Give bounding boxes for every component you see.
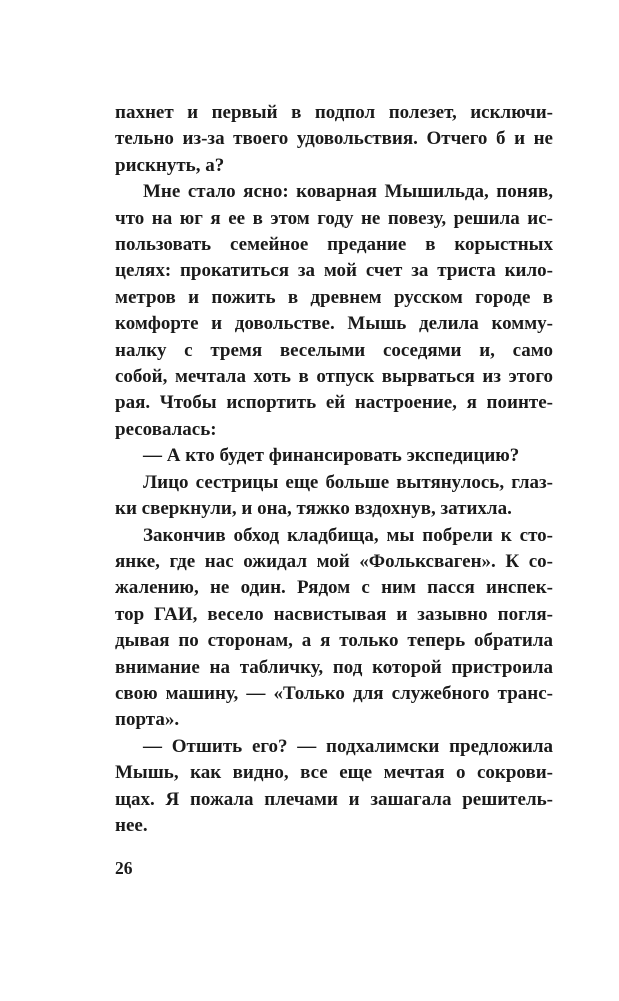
text-line: янке, где нас ожидал мой «Фольксваген». К со- — [115, 550, 553, 572]
text-line: тор ГАИ, весело насвистывая и зазывно погля- — [115, 603, 553, 625]
text-line: свою машину, — «Только для служебного транс- — [115, 682, 553, 704]
text-line: собой, мечтала хоть в отпуск вырваться из этого — [115, 366, 553, 388]
text-line: внимание на табличку, под которой пристроила — [115, 656, 553, 678]
paragraph — [115, 734, 553, 840]
text-line: порта». — [115, 709, 180, 731]
text-line: ки сверкнули, и она, тяжко вздохнув, затихла. — [115, 498, 512, 520]
page-number: 26 — [115, 858, 133, 878]
text-line: ресовалась: — [115, 418, 217, 440]
text-line: Закончив обход кладбища, мы побрели к сто- — [143, 524, 553, 546]
text-line: Мышь, как видно, все еще мечтая о сокрови- — [115, 762, 553, 784]
text-line: пользовать семейное предание в корыстных — [115, 234, 553, 256]
text-line: налку с тремя веселыми соседями и, само — [115, 339, 553, 361]
text-block — [115, 100, 553, 839]
text-line: комфорте и довольстве. Мышь делила комму- — [115, 313, 553, 335]
text-line: тельно из-за твоего удовольствия. Отчего б и не — [115, 128, 553, 150]
text-line: целях: прокатиться за мой счет за триста кило- — [115, 260, 553, 282]
text-line: — А кто будет финансировать экспедицию? — [143, 445, 520, 467]
text-line: нее. — [115, 814, 148, 836]
paragraph — [115, 100, 553, 179]
text-line: рая. Чтобы испортить ей настроение, я поинте- — [115, 392, 553, 414]
text-line: что на юг я ее в этом году не повезу, решила ис- — [115, 207, 553, 229]
text-line: — Отшить его? — подхалимски предложила — [143, 735, 553, 757]
text-line: щах. Я пожала плечами и зашагала решитель- — [115, 788, 553, 810]
text-line: пахнет и первый в подпол полезет, исключи- — [115, 102, 553, 123]
paragraph — [115, 470, 553, 523]
text-line: рискнуть, а? — [115, 154, 225, 176]
paragraph — [115, 523, 553, 734]
text-line: Мне стало ясно: коварная Мышильда, поняв, — [143, 181, 553, 203]
text-line: дывая по сторонам, а я только теперь обратила — [115, 630, 553, 652]
text-line: жалению, не один. Рядом с ним пасся инспек- — [115, 577, 553, 599]
text-line: метров и пожить в древнем русском городе в — [115, 286, 553, 308]
text-line: Лицо сестрицы еще больше вытянулось, глаз- — [143, 471, 553, 493]
paragraph — [115, 179, 553, 443]
paragraph — [115, 443, 553, 469]
